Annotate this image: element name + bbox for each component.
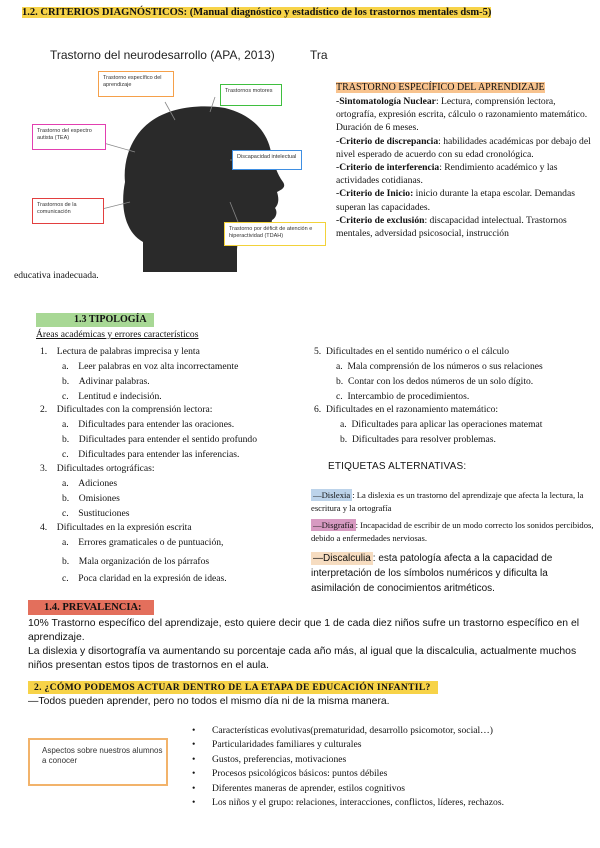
list-subitem: b. Dificultades para entender el sentido profundo <box>62 434 258 445</box>
list-item: • Características evolutivas(prematuridad, desarrollo psicomotor, social…) <box>192 724 592 738</box>
list-item: 4. Dificultades en la expresión escrita <box>40 522 192 533</box>
section2-title: 2. ¿CÓMO PODEMOS ACTUAR DENTRO DE LA ETAPA DE EDUCACIÓN INFANTIL? <box>28 681 438 694</box>
list-subitem: b. Dificultades para resolver problemas. <box>340 434 496 445</box>
list-item: 5. Dificultades en el sentido numérico o el cálculo <box>314 346 510 357</box>
list-subitem: a. Mala comprensión de los números o sus relaciones <box>336 361 543 372</box>
tipologia-title: 1.3 TIPOLOGÍA <box>36 313 154 327</box>
list-subitem: b. Omisiones <box>62 493 120 504</box>
section-heading <box>22 7 491 18</box>
etiqueta-discalculia: —Discalculia : esta patología afecta a la capacidad de interpretación de los símbolos numéricos y dificulta la asimilación de conocimientos aritméticos. <box>311 553 553 594</box>
list-item: • Gustos, preferencias, motivaciones <box>192 753 592 767</box>
list-subitem: c. Lentitud e indecisión. <box>62 391 162 402</box>
diagram-cut-text: Tra <box>310 48 328 62</box>
head-silhouette <box>123 106 284 272</box>
criteria-item: -Criterio de discrepancia: habilidades académicas por debajo del nivel esperado de acuerdo con su edad cronológica. <box>336 135 591 160</box>
list-subitem: b. Contar con los dedos números de un solo dígito. <box>336 376 534 387</box>
list-item: • Diferentes maneras de aprender, estilos cognitivos <box>192 782 592 796</box>
section2-intro: —Todos pueden aprender, pero no todos el mismo día ni de la misma manera. <box>28 696 390 707</box>
list-item: 2. Dificultades con la comprensión lectora: <box>40 404 213 415</box>
etiqueta-dislexia: —Dislexia : La dislexia es un trastorno del aprendizaje que afecta la lectura, la escritura y la ortografía <box>311 490 584 514</box>
aspectos-box: Aspectos sobre nuestros alumnos a conocer <box>28 738 168 786</box>
criteria-item: -Criterio de interferencia: Rendimiento académico y las actividades cotidianas. <box>336 161 558 187</box>
prevalencia-title: 1.4. PREVALENCIA: <box>28 600 154 615</box>
criteria-tail: educativa inadecuada. <box>14 270 99 281</box>
criteria-item: -Sintomatología Nuclear: Lectura, comprensión lectora, ortografía, expresión escrita, cálculo o razonamiento matemático. Duración de 6 meses. <box>336 95 588 134</box>
list-subitem: c. Dificultades para entender las inferencias. <box>62 449 240 460</box>
list-subitem: a. Dificultades para aplicar las operaciones matemat <box>340 419 543 430</box>
list-item: 6. Dificultades en el razonamiento matemático: <box>314 404 499 415</box>
etiqueta-disgrafia: —Disgrafía : Incapacidad de escribir de un modo correcto los sonidos percibidos, debido a enfermedades nerviosas. <box>311 520 594 544</box>
heading-text: CRITERIOS DIAGNÓSTICOS: (Manual diagnóstico y estadístico de los trastornos mentales dsm-5) <box>40 7 492 18</box>
list-item: 1. Lectura de palabras imprecisa y lenta <box>40 346 200 357</box>
list-subitem: c. Intercambio de procedimientos. <box>336 391 470 402</box>
criteria-block <box>336 81 592 240</box>
list-item: 3. Dificultades ortográficas: <box>40 463 155 474</box>
list-subitem: a. Leer palabras en voz alta incorrectamente <box>62 361 239 372</box>
list-item: • Particularidades familiares y culturales <box>192 738 592 752</box>
diagram-box-aprendizaje: Trastorno específico del aprendizaje <box>98 71 174 97</box>
prevalencia-p1: 10% Trastorno específico del aprendizaje, esto quiere decir que 1 de cada diez niños sufre un trastorno específico en el aprendizaje. <box>28 618 580 644</box>
criteria-item: -Criterio de exclusión: discapacidad intelectual. Trastornos mentales, adversidad psicosocial, instrucción <box>336 214 567 240</box>
etiquetas-title: ETIQUETAS ALTERNATIVAS: <box>328 461 467 472</box>
tipologia-subtitle: Áreas académicas y errores característicos <box>36 329 199 340</box>
list-subitem: a. Adiciones <box>62 478 118 489</box>
diagram-box-comunicacion: Trastornos de la comunicación <box>32 198 104 224</box>
list-subitem: b. Mala organización de los párrafos <box>62 556 210 567</box>
list-subitem: a. Errores gramaticales o de puntuación, <box>62 537 224 548</box>
list-subitem: b. Adivinar palabras. <box>62 376 150 387</box>
list-item: • Los niños y el grupo: relaciones, interacciones, conflictos, líderes, rechazos. <box>192 796 592 810</box>
list-item: • Procesos psicológicos básicos: puntos débiles <box>192 767 592 781</box>
criteria-title: TRASTORNO ESPECÍFICO DEL APRENDIZAJE <box>336 82 545 93</box>
diagram-title: Trastorno del neurodesarrollo (APA, 2013) <box>50 48 275 62</box>
heading-number: 1.2. <box>22 7 38 18</box>
prevalencia-text <box>28 617 594 674</box>
list-subitem: c. Sustituciones <box>62 508 130 519</box>
diagram-box-tdah: Trastorno por déficit de atención e hiperactividad (TDAH) <box>224 222 326 246</box>
prevalencia-p2: La dislexia y disortografía va aumentando su porcentaje cada año más, al igual que la discalculia, actualmente muchos niños presentan estos tipos de trastornos en el aula. <box>28 646 577 672</box>
criteria-item: -Criterio de Inicio: inicio durante la etapa escolar. Demandas superan las capacidades. <box>336 188 575 213</box>
list-subitem: c. Poca claridad en la expresión de ideas. <box>62 573 227 584</box>
diagram-box-tea: Trastorno del espectro autista (TEA) <box>32 124 106 150</box>
list-subitem: a. Dificultades para entender las oraciones. <box>62 419 235 430</box>
diagram-box-motores: Trastornos motores <box>220 84 282 106</box>
diagram-box-discapacidad: Discapacidad intelectual <box>232 150 302 170</box>
aspectos-list <box>192 724 592 810</box>
